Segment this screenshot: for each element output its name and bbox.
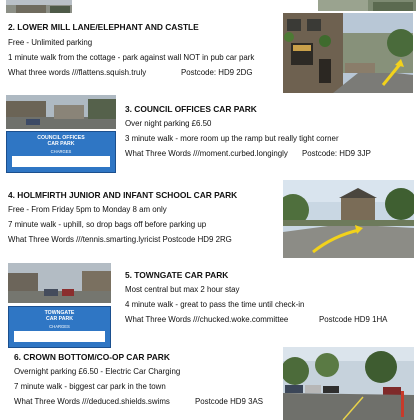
section-2-line-2: 1 minute walk from the cottage - park against wall NOT in pub car park: [8, 53, 255, 62]
section-3-postcode: Postcode: HD9 3JP: [302, 149, 371, 158]
section-5-what3words: What Three Words ///chucked.woke.committee: [125, 315, 289, 324]
section-5-postcode: Postcode HD9 1HA: [319, 315, 388, 324]
photo-council-offices-street: [6, 95, 116, 129]
top-strip-photo-left: [6, 0, 72, 13]
sign-council-offices: [6, 131, 116, 173]
section-2-postcode: Postcode: HD9 2DG: [181, 68, 253, 77]
sign-towngate-tariff-panel: [14, 331, 105, 342]
section-4-what3words: What Three Words ///tennis.smarting.lyricist Postcode HD9 2RG: [8, 235, 232, 244]
section-4-line-1: Free - From Friday 5pm to Monday 8 am only: [8, 205, 167, 214]
sign-council-line-2: CAR PARK: [47, 141, 75, 147]
section-3-what3words: What Three Words ///moment.curbed.longingly: [125, 149, 288, 158]
sign-towngate-line-3: CHARGES: [49, 324, 70, 329]
section-5-line-1: Most central but max 2 hour stay: [125, 285, 240, 294]
sign-towngate-line-2: CAR PARK: [46, 316, 73, 322]
sign-towngate-line-1: TOWNGATE: [44, 310, 75, 316]
section-5-line-2: 4 minute walk - great to pass the time until check-in: [125, 300, 305, 309]
photo-crown-bottom-car-park: [283, 347, 414, 420]
section-6-line-2: 7 minute walk - biggest car park in the town: [14, 382, 166, 391]
section-2-title: 2. LOWER MILL LANE/ELEPHANT AND CASTLE: [8, 22, 199, 32]
photo-elephant-and-castle: [283, 13, 413, 93]
section-4-title: 4. HOLMFIRTH JUNIOR AND INFANT SCHOOL CAR PARK: [8, 190, 238, 200]
section-5-title: 5. TOWNGATE CAR PARK: [125, 270, 229, 280]
sign-towngate: [8, 306, 111, 348]
section-2-what3words: What three words ///flattens.squish.truly: [8, 68, 147, 77]
section-4-line-2: 7 minute walk - uphill, so drop bags off before parking up: [8, 220, 207, 229]
section-3-title: 3. COUNCIL OFFICES CAR PARK: [125, 104, 257, 114]
photo-towngate-street: [8, 263, 111, 303]
sign-council-tariff-panel: [12, 156, 110, 167]
sign-council-line-1: COUNCIL OFFICES: [37, 135, 85, 141]
sign-council-line-3: CHARGES: [50, 149, 72, 154]
section-6-postcode: Postcode HD9 3AS: [195, 397, 263, 406]
section-3-line-2: 3 minute walk - more room up the ramp but really tight corner: [125, 134, 339, 143]
top-strip-photo-right: [318, 0, 416, 11]
section-3-line-1: Over night parking £6.50: [125, 119, 212, 128]
section-6-title: 6. CROWN BOTTOM/CO-OP CAR PARK: [14, 352, 170, 362]
section-6-line-1: Overnight parking £6.50 - Electric Car Charging: [14, 367, 181, 376]
photo-school-car-park: [283, 180, 414, 258]
section-6-what3words: What Three Words ///deduced.shields.swims: [14, 397, 170, 406]
section-2-line-1: Free - Unlimited parking: [8, 38, 93, 47]
